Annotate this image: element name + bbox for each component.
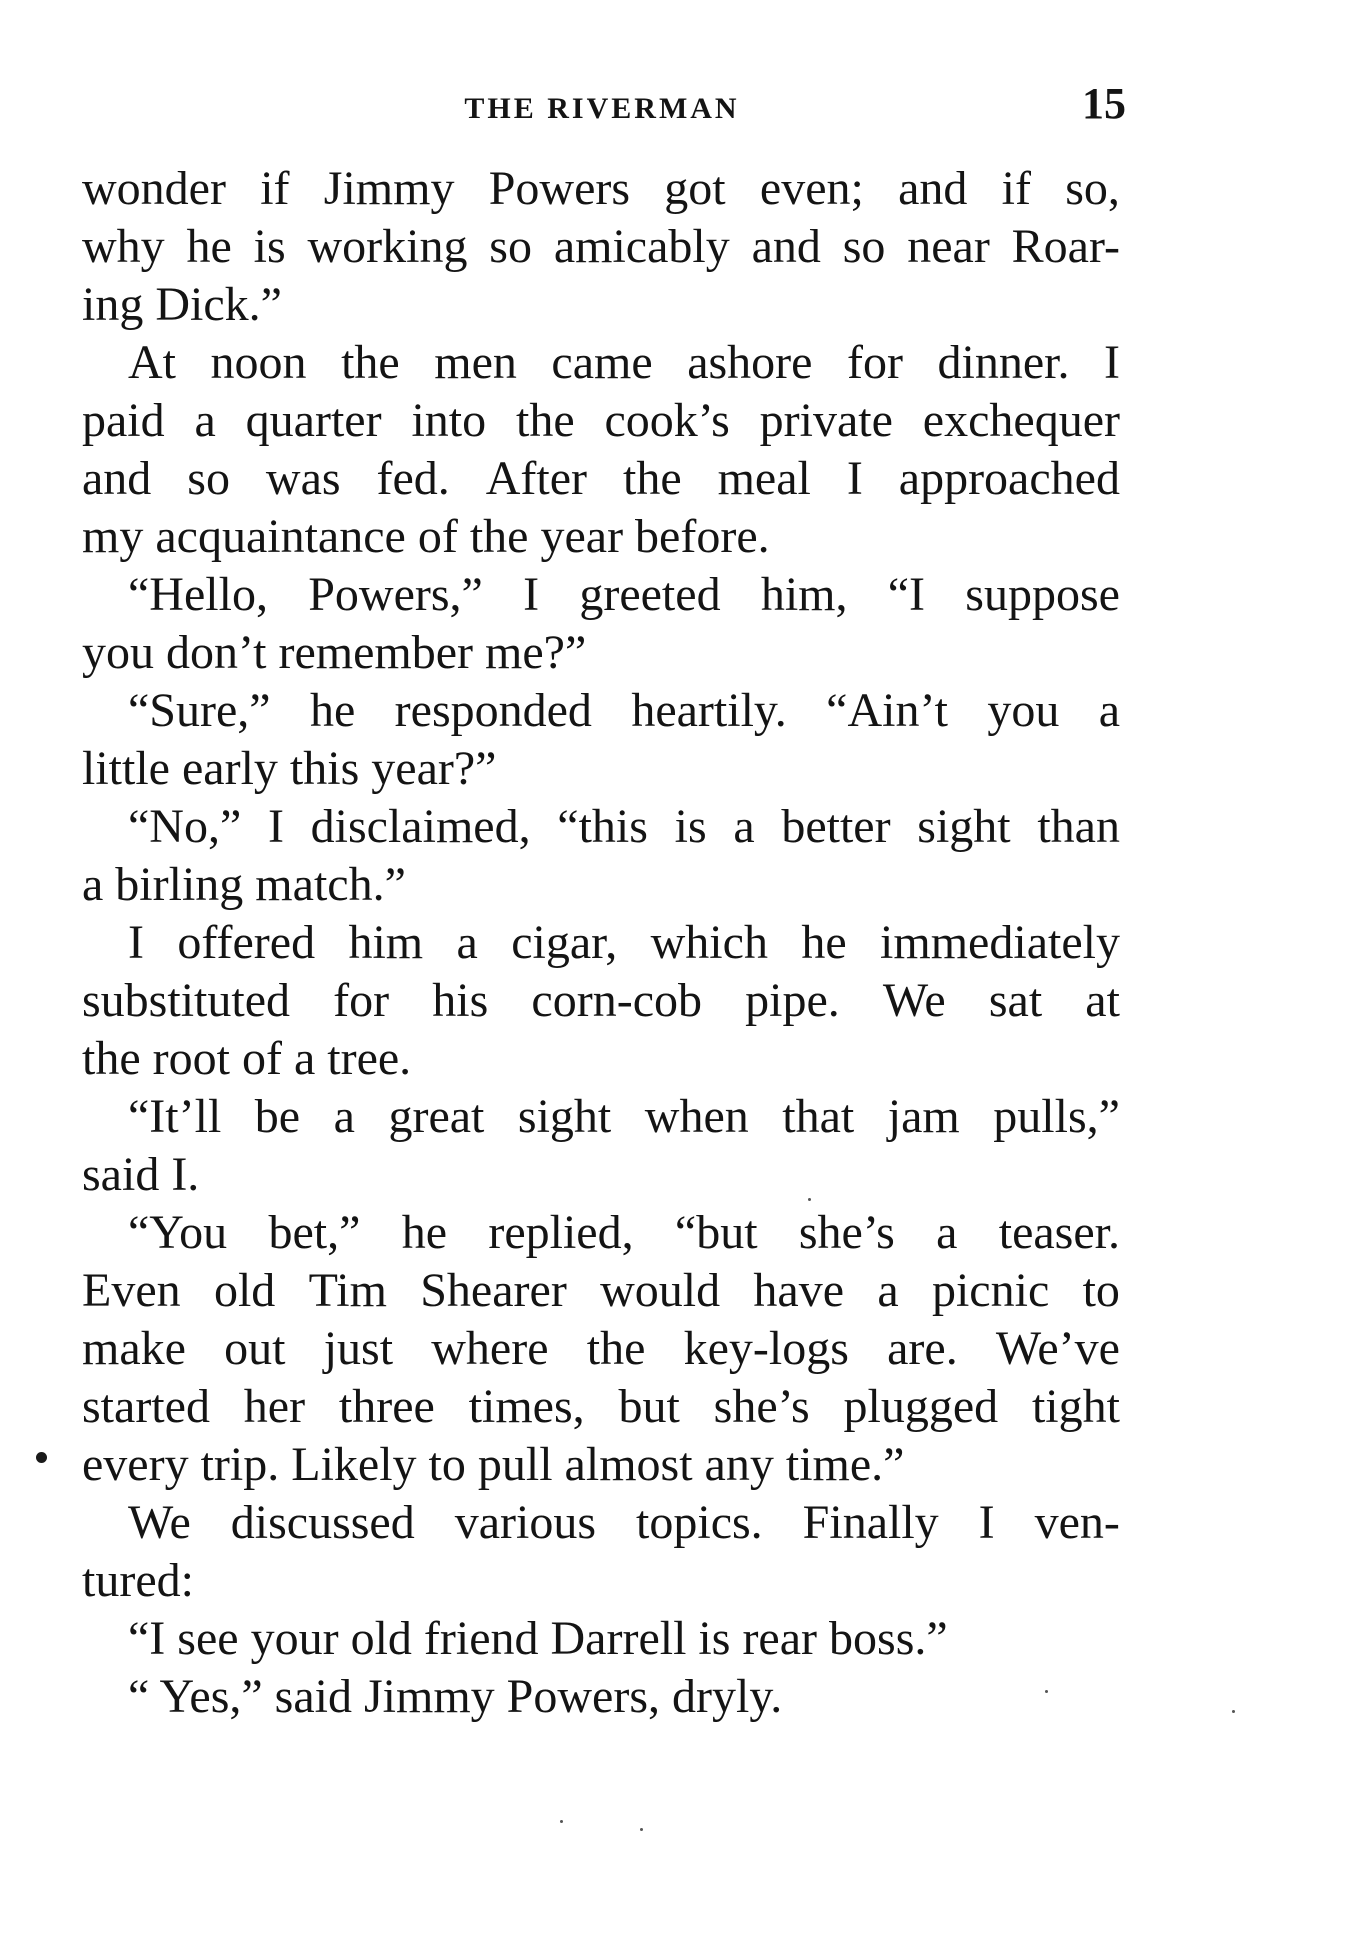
word: meal bbox=[717, 452, 811, 505]
word: At bbox=[128, 336, 176, 389]
word: bet,” bbox=[268, 1206, 361, 1259]
word: he bbox=[309, 684, 356, 737]
text-line bbox=[82, 218, 1120, 276]
word: that bbox=[782, 1090, 855, 1143]
running-title: THE RIVERMAN bbox=[464, 92, 740, 125]
word: greeted bbox=[579, 568, 721, 621]
text-line bbox=[82, 1494, 1120, 1552]
word: started bbox=[82, 1380, 210, 1433]
page-number: 15 bbox=[1082, 79, 1126, 128]
word: pulls,” bbox=[993, 1090, 1120, 1143]
word: a bbox=[333, 1090, 355, 1143]
word: he bbox=[401, 1206, 448, 1259]
word: We’ve bbox=[995, 1322, 1120, 1375]
word: jam bbox=[887, 1090, 960, 1143]
word: offered bbox=[177, 916, 316, 969]
text-line: said I. bbox=[82, 1148, 200, 1201]
word: cigar, bbox=[511, 916, 618, 969]
paper-speck bbox=[1045, 1690, 1048, 1693]
word: I bbox=[846, 452, 863, 505]
word: I bbox=[267, 800, 284, 853]
word: discussed bbox=[230, 1496, 415, 1549]
word: the bbox=[586, 1322, 646, 1375]
word: she’s bbox=[713, 1380, 810, 1433]
word: I bbox=[523, 568, 540, 621]
word: and bbox=[898, 162, 968, 215]
word: and bbox=[82, 452, 152, 505]
word: fed. bbox=[376, 452, 450, 505]
word: old bbox=[213, 1264, 276, 1317]
text-line: “I see your old friend Darrell is rear boss.” bbox=[128, 1612, 948, 1665]
text-line: ing Dick.” bbox=[82, 278, 282, 331]
word: three bbox=[338, 1380, 435, 1433]
word: but bbox=[618, 1380, 680, 1433]
word: dinner. bbox=[937, 336, 1070, 389]
word: “Sure,” bbox=[128, 684, 271, 737]
running-head bbox=[82, 78, 1126, 138]
text-line: the root of a tree. bbox=[82, 1032, 412, 1085]
margin-ink-dot bbox=[36, 1452, 47, 1463]
word: immediately bbox=[880, 916, 1120, 969]
word: him bbox=[348, 916, 424, 969]
text-line: my acquaintance of the year before. bbox=[82, 510, 770, 563]
word: so bbox=[489, 220, 532, 273]
word: sight bbox=[917, 800, 1011, 853]
word: would bbox=[600, 1264, 721, 1317]
word: “I bbox=[887, 568, 926, 621]
word: Powers,” bbox=[308, 568, 483, 621]
word: have bbox=[753, 1264, 845, 1317]
word: We bbox=[882, 974, 946, 1027]
word: key-logs bbox=[683, 1322, 849, 1375]
word: “but bbox=[674, 1206, 758, 1259]
word: Shearer bbox=[420, 1264, 567, 1317]
word: “Hello, bbox=[128, 568, 268, 621]
word: corn-cob bbox=[531, 974, 702, 1027]
word: great bbox=[388, 1090, 485, 1143]
word: even; bbox=[759, 162, 864, 215]
word: working bbox=[307, 220, 468, 273]
word: he bbox=[186, 220, 232, 273]
word: “It’ll bbox=[128, 1090, 222, 1143]
word: pipe. bbox=[745, 974, 840, 1027]
word: a bbox=[877, 1264, 899, 1317]
word: came bbox=[551, 336, 653, 389]
word: After bbox=[485, 452, 588, 505]
word: plugged bbox=[843, 1380, 999, 1433]
word: We bbox=[128, 1496, 191, 1549]
word: why bbox=[82, 220, 165, 273]
text-line bbox=[82, 566, 1120, 624]
word: make bbox=[82, 1322, 186, 1375]
word: times, bbox=[468, 1380, 585, 1433]
word: better bbox=[781, 800, 891, 853]
word: the bbox=[623, 452, 682, 505]
word: Powers bbox=[488, 162, 631, 215]
word: amicably bbox=[553, 220, 730, 273]
word: you bbox=[987, 684, 1060, 737]
word: for bbox=[333, 974, 390, 1027]
word: men bbox=[434, 336, 517, 389]
word: replied, bbox=[488, 1206, 634, 1259]
text-line: you don’t remember me?” bbox=[82, 626, 587, 679]
word: ashore bbox=[687, 336, 813, 389]
word: responded bbox=[394, 684, 592, 737]
word: a bbox=[936, 1206, 958, 1259]
word: “Ain’t bbox=[826, 684, 948, 737]
body-text bbox=[82, 160, 1120, 1726]
paper-speck bbox=[808, 1198, 811, 1201]
word: exchequer bbox=[922, 394, 1120, 447]
text-line bbox=[82, 1320, 1120, 1378]
word: “You bbox=[128, 1206, 228, 1259]
word: sight bbox=[517, 1090, 612, 1143]
text-line bbox=[82, 682, 1120, 740]
word: are. bbox=[887, 1322, 958, 1375]
word: heartily. bbox=[631, 684, 787, 737]
paper-speck bbox=[560, 1820, 563, 1823]
word: ven- bbox=[1034, 1496, 1120, 1549]
word: I bbox=[1104, 336, 1120, 389]
text-line bbox=[82, 334, 1120, 392]
text-line: tured: bbox=[82, 1554, 194, 1607]
word: picnic bbox=[931, 1264, 1050, 1317]
word: cook’s bbox=[604, 394, 730, 447]
text-line bbox=[82, 1262, 1120, 1320]
text-line bbox=[82, 914, 1120, 972]
word: “this bbox=[557, 800, 648, 853]
word: than bbox=[1037, 800, 1120, 853]
word: teaser. bbox=[998, 1206, 1120, 1259]
word: he bbox=[801, 916, 847, 969]
word: got bbox=[664, 162, 726, 215]
word: “No,” bbox=[128, 800, 242, 853]
text-line bbox=[82, 450, 1120, 508]
text-line bbox=[82, 392, 1120, 450]
word: I bbox=[128, 916, 144, 969]
text-line bbox=[82, 972, 1120, 1030]
word: the bbox=[515, 394, 575, 447]
text-line: a birling match.” bbox=[82, 858, 406, 911]
word: if bbox=[1001, 162, 1031, 215]
text-line bbox=[82, 1088, 1120, 1146]
word: just bbox=[323, 1322, 394, 1375]
word: quarter bbox=[245, 394, 382, 447]
word: I bbox=[978, 1496, 995, 1549]
word: a bbox=[733, 800, 755, 853]
word: Finally bbox=[802, 1496, 939, 1549]
word: a bbox=[456, 916, 478, 969]
word: sat bbox=[988, 974, 1043, 1027]
word: her bbox=[243, 1380, 306, 1433]
text-line: “ Yes,” said Jimmy Powers, dryly. bbox=[128, 1670, 783, 1723]
word: and bbox=[751, 220, 821, 273]
word: private bbox=[759, 394, 893, 447]
text-line bbox=[82, 798, 1120, 856]
word: his bbox=[432, 974, 489, 1027]
word: she’s bbox=[798, 1206, 895, 1259]
word: the bbox=[341, 336, 400, 389]
paper-speck bbox=[640, 1828, 643, 1831]
text-line bbox=[82, 1204, 1120, 1262]
word: substituted bbox=[82, 974, 291, 1027]
word: approached bbox=[898, 452, 1120, 505]
word: suppose bbox=[965, 568, 1120, 621]
text-line: every trip. Likely to pull almost any time.” bbox=[82, 1438, 905, 1491]
word: which bbox=[650, 916, 768, 969]
word: noon bbox=[210, 336, 307, 389]
word: into bbox=[411, 394, 487, 447]
word: Roar- bbox=[1011, 220, 1120, 273]
word: so bbox=[842, 220, 886, 273]
word: was bbox=[265, 452, 341, 505]
word: paid bbox=[82, 394, 165, 447]
word: if bbox=[260, 162, 290, 215]
word: to bbox=[1082, 1264, 1120, 1317]
text-line bbox=[82, 160, 1120, 218]
word: topics. bbox=[636, 1496, 763, 1549]
word: near bbox=[907, 220, 990, 273]
word: a bbox=[194, 394, 216, 447]
word: so, bbox=[1065, 162, 1120, 215]
word: tight bbox=[1031, 1380, 1120, 1433]
word: so bbox=[187, 452, 230, 505]
word: where bbox=[431, 1322, 549, 1375]
word: wonder bbox=[82, 162, 226, 215]
word: for bbox=[847, 336, 903, 389]
word: him, bbox=[760, 568, 848, 621]
word: Even bbox=[82, 1264, 181, 1317]
word: is bbox=[253, 220, 286, 273]
word: various bbox=[454, 1496, 597, 1549]
word: be bbox=[254, 1090, 301, 1143]
text-line: little early this year?” bbox=[82, 742, 497, 795]
word: at bbox=[1085, 974, 1120, 1027]
word: is bbox=[674, 800, 707, 853]
word: Tim bbox=[308, 1264, 387, 1317]
word: disclaimed, bbox=[310, 800, 531, 853]
word: when bbox=[644, 1090, 749, 1143]
word: out bbox=[224, 1322, 286, 1375]
text-line bbox=[82, 1378, 1120, 1436]
word: a bbox=[1098, 684, 1120, 737]
paper-speck bbox=[1232, 1710, 1235, 1713]
word: Jimmy bbox=[323, 162, 455, 215]
